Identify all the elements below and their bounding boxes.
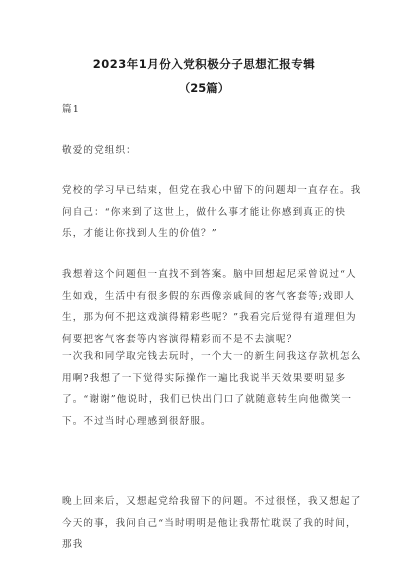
section-label: 篇1 (62, 104, 80, 115)
paragraph: 一次我和同学取完钱去玩时，一个大一的新生问我这存款机怎么用啊?我想了一下觉得实际操作一遍比我说半天效果要明显多了。“谢谢”他说时，我们已快出门口了就随意转生向他微笑一下。不过当时心理感到很舒服。 (62, 351, 362, 427)
greeting: 敬爱的党组织： (62, 145, 137, 156)
paragraph: 晚上回来后，又想起党给我留下的问题。不过很怪，我又想起了今天的事，我问自己“当时明明是他让我帮忙耽误了我的时间，那我 (62, 496, 362, 550)
paragraph: 我想着这个问题但一直找不到答案。脑中回想起尼采曾说过“人生如戏，生活中有很多假的东西像亲戚间的客气客套等;戏即人生，那为何不把这戏演得精彩些呢？”我看完后觉得有道理但为何要把客气客套等内容演得精彩而不是不去演呢？ (62, 269, 357, 345)
paragraph: 党校的学习早已结束，但党在我心中留下的问题却一直存在。我问自己：“你来到了这世上，做什么事才能让你感到真正的快乐，才能让你找到人生的价值？” (62, 185, 362, 239)
document-title: 2023年1月份入党积极分子思想汇报专辑 (92, 57, 316, 71)
document-subtitle: （25篇） (178, 81, 230, 95)
